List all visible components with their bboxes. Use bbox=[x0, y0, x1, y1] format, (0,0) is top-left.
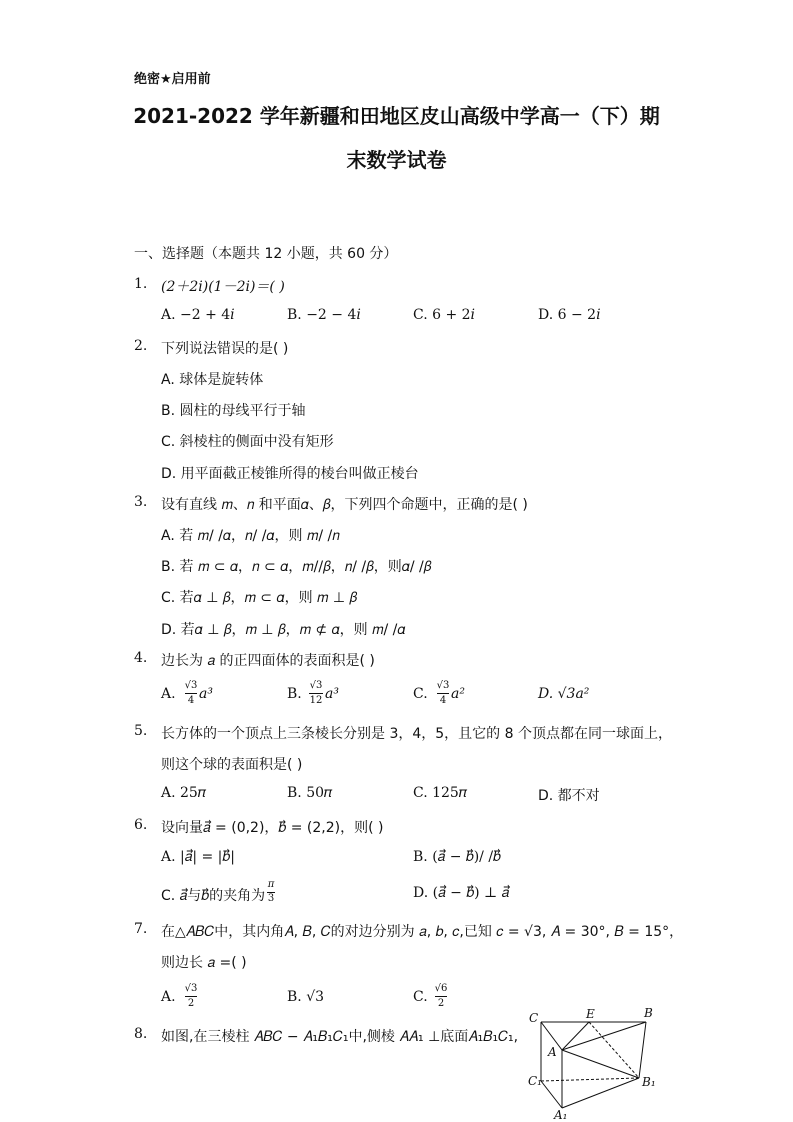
section-heading: 一、选择题（本题共 12 小题，共 60 分） bbox=[134, 246, 398, 262]
option-power: 𝑎³ bbox=[199, 686, 213, 702]
question-stem: (2＋2𝑖)(1－2𝑖)＝( ) bbox=[161, 279, 285, 295]
fraction-denominator: 4 bbox=[187, 695, 195, 706]
option-letter: C. bbox=[413, 686, 428, 702]
fraction-numerator: √3 bbox=[184, 680, 198, 691]
question-number: 4. bbox=[134, 650, 148, 666]
question-number: 5. bbox=[134, 723, 148, 739]
option-letter: B. bbox=[287, 686, 302, 702]
option-d[interactable]: D. √3𝑎² bbox=[538, 686, 590, 702]
question-stem: 边长为 𝑎 的正四面体的表面积是( ) bbox=[161, 653, 375, 669]
option-letter: A. bbox=[161, 989, 176, 1005]
option-b[interactable]: B. 圆柱的母线平行于轴 bbox=[161, 403, 306, 419]
question-stem: 长方体的一个顶点上三条棱长分别是 3，4，5，且它的 8 个顶点都在同一球面上， bbox=[161, 726, 672, 742]
fraction-denominator: 4 bbox=[439, 695, 447, 706]
label-a: A bbox=[548, 1045, 557, 1059]
label-c1: C₁ bbox=[528, 1074, 542, 1088]
fraction-numerator: √3 bbox=[309, 680, 323, 691]
option-d[interactable]: D. 用平面截正棱锥所得的棱台叫做正棱台 bbox=[161, 466, 419, 482]
question-stem: 在△𝐴𝐵𝐶中，其内角𝐴, 𝐵, 𝐶的对边分别为 𝑎, 𝑏, 𝑐,已知 𝑐 = √3, 𝐴 = 30°, 𝐵 = 15°， bbox=[161, 924, 684, 940]
option-b[interactable]: B. √3 bbox=[287, 989, 325, 1005]
fraction-denominator: 3 bbox=[267, 893, 275, 904]
option-power: 𝑎³ bbox=[325, 686, 339, 702]
question-stem-continued: 则这个球的表面积是( ) bbox=[161, 757, 303, 773]
option-power: 𝑎² bbox=[451, 686, 465, 702]
label-b1: B₁ bbox=[642, 1075, 656, 1089]
question-number: 6. bbox=[134, 817, 148, 833]
option-b[interactable]: B. −2 − 4𝑖 bbox=[287, 307, 361, 323]
option-a[interactable]: A. 25𝜋 bbox=[161, 785, 207, 801]
confidential-mark: 绝密★启用前 bbox=[134, 72, 211, 87]
fraction-bar bbox=[185, 996, 197, 997]
edge-bb1 bbox=[639, 1022, 646, 1078]
option-a[interactable]: A. 球体是旋转体 bbox=[161, 372, 264, 388]
option-b[interactable]: B. (𝑎⃗ − 𝑏⃗)/ /𝑏⃗ bbox=[413, 849, 501, 865]
option-b[interactable]: B. 50𝜋 bbox=[287, 785, 333, 801]
edge-c1a1 bbox=[541, 1081, 562, 1108]
question-number: 2. bbox=[134, 338, 148, 354]
option-d[interactable]: D. (𝑎⃗ − 𝑏⃗) ⊥ 𝑎⃗ bbox=[413, 885, 510, 901]
option-a[interactable]: A. −2 + 4𝑖 bbox=[161, 307, 235, 323]
question-number: 3. bbox=[134, 494, 148, 510]
edge-ab1 bbox=[562, 1050, 639, 1078]
fraction-denominator: 12 bbox=[309, 695, 323, 706]
fraction-bar bbox=[437, 693, 449, 694]
option-letter: C. bbox=[413, 989, 428, 1005]
question-stem: 设向量𝑎⃗ = (0,2)，𝑏⃗ = (2,2)，则( ) bbox=[161, 820, 384, 836]
fraction-bar bbox=[309, 693, 323, 694]
option-d[interactable]: D. 都不对 bbox=[538, 788, 600, 804]
option-d[interactable]: D. 若𝛼 ⊥ 𝛽，𝑚 ⊥ 𝛽，𝑚 ⊄ 𝛼，则 𝑚/ /𝛼 bbox=[161, 622, 406, 638]
fraction-denominator: 2 bbox=[437, 998, 445, 1009]
fraction-numerator: √3 bbox=[184, 983, 198, 994]
question-number: 8. bbox=[134, 1026, 148, 1042]
label-a1: A₁ bbox=[554, 1108, 568, 1120]
exam-title-line2: 末数学试卷 bbox=[346, 148, 447, 172]
fraction-numerator: 𝜋 bbox=[267, 879, 275, 890]
question-stem: 设有直线 𝑚、𝑛 和平面𝛼、𝛽，下列四个命题中，正确的是( ) bbox=[161, 497, 528, 513]
option-c[interactable]: C. 斜棱柱的侧面中没有矩形 bbox=[161, 434, 334, 450]
option-c[interactable]: C. 125𝜋 bbox=[413, 785, 468, 801]
option-c[interactable]: C. 若𝛼 ⊥ 𝛽，𝑚 ⊂ 𝛼，则 𝑚 ⊥ 𝛽 bbox=[161, 590, 358, 606]
option-a[interactable]: A. 若 𝑚/ /𝛼，𝑛/ /𝛼，则 𝑚/ /𝑛 bbox=[161, 528, 340, 544]
label-b: B bbox=[644, 1006, 653, 1020]
question-stem: 下列说法错误的是( ) bbox=[161, 341, 289, 357]
option-b[interactable]: B. 若 𝑚 ⊂ 𝛼，𝑛 ⊂ 𝛼，𝑚//𝛽，𝑛/ /𝛽，则𝛼/ /𝛽 bbox=[161, 559, 432, 575]
option-text: C. 𝑎⃗与𝑏⃗的夹角为 bbox=[161, 888, 266, 904]
fraction-bar bbox=[185, 693, 197, 694]
question-number: 7. bbox=[134, 921, 148, 937]
edge-a1b1 bbox=[562, 1078, 639, 1108]
label-e: E bbox=[586, 1007, 595, 1021]
option-c[interactable]: C. 6 + 2𝑖 bbox=[413, 307, 476, 323]
option-a[interactable]: A. |𝑎⃗| = |𝑏⃗| bbox=[161, 849, 235, 865]
edge-c1b1 bbox=[541, 1078, 639, 1081]
edge-eb1 bbox=[589, 1022, 639, 1078]
option-letter: A. bbox=[161, 686, 176, 702]
question-stem: 如图,在三棱柱 𝐴𝐵𝐶 − 𝐴₁𝐵₁𝐶₁中,侧棱 𝐴𝐴₁ ⊥底面𝐴₁𝐵₁𝐶₁, bbox=[161, 1029, 519, 1045]
question-stem-continued: 则边长 𝑎 =( ) bbox=[161, 955, 247, 971]
label-c: C bbox=[529, 1011, 539, 1025]
edge-ab bbox=[562, 1022, 646, 1050]
option-d[interactable]: D. 6 − 2𝑖 bbox=[538, 307, 601, 323]
fraction-denominator: 2 bbox=[187, 998, 195, 1009]
fraction-numerator: √3 bbox=[436, 680, 450, 691]
fraction-numerator: √6 bbox=[434, 983, 448, 994]
fraction-bar bbox=[435, 996, 447, 997]
exam-title-line1: 2021-2022 学年新疆和田地区皮山高级中学高一（下）期 bbox=[133, 104, 660, 128]
question-number: 1. bbox=[134, 276, 148, 292]
prism-figure bbox=[520, 1004, 670, 1120]
